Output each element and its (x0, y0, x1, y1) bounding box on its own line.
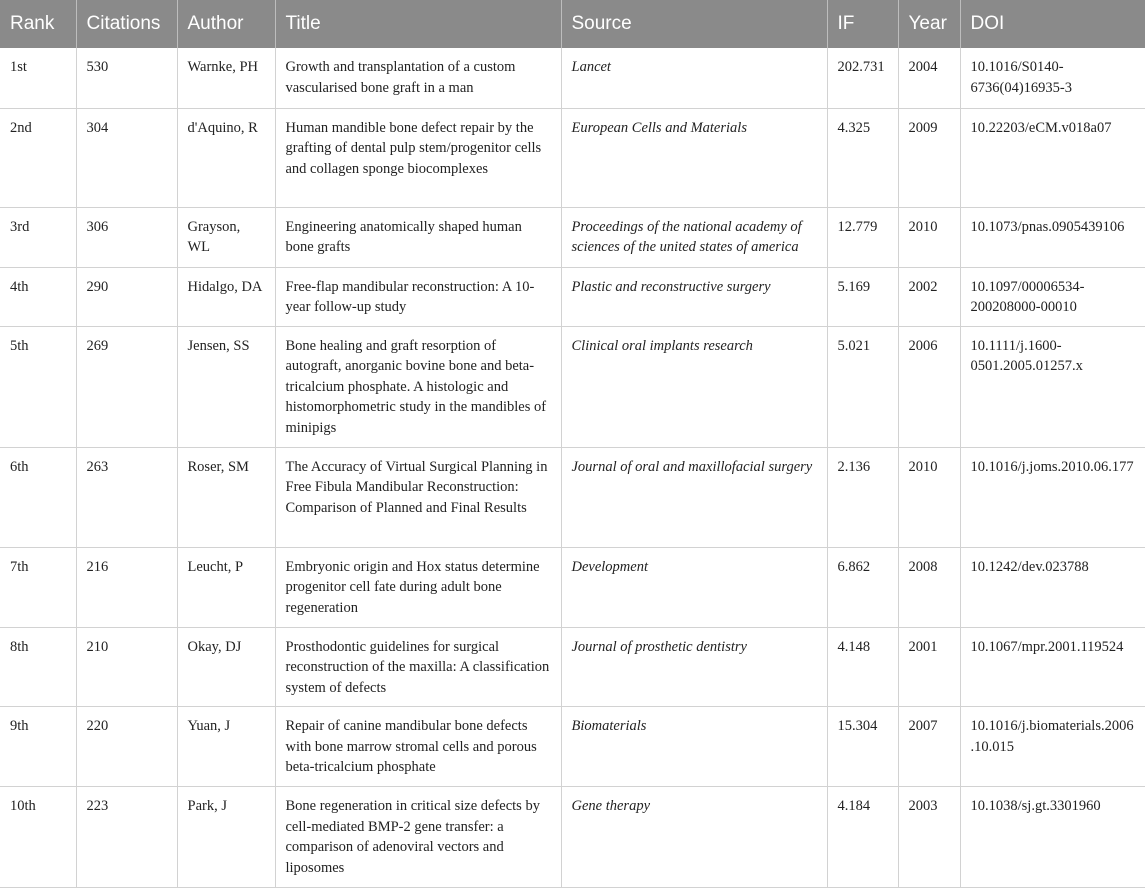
cell-source: European Cells and Materials (561, 108, 827, 207)
cell-if: 202.731 (827, 48, 898, 108)
cell-title: Prosthodontic guidelines for surgical reconstruction of the maxilla: A classification system of defects (275, 627, 561, 707)
cell-title: Engineering anatomically shaped human bone grafts (275, 207, 561, 267)
cell-citations: 210 (76, 627, 177, 707)
header-if: IF (827, 0, 898, 48)
cell-year: 2001 (898, 627, 960, 707)
cell-citations: 269 (76, 326, 177, 447)
cell-year: 2008 (898, 547, 960, 627)
table-row (0, 627, 1145, 707)
cell-title: Embryonic origin and Hox status determine progenitor cell fate during adult bone regeneration (275, 547, 561, 627)
cell-year: 2007 (898, 707, 960, 787)
table-row (0, 447, 1145, 547)
cell-citations: 306 (76, 207, 177, 267)
table-row (0, 326, 1145, 447)
header-title: Title (275, 0, 561, 48)
cell-if: 5.169 (827, 267, 898, 326)
cell-rank: 8th (0, 627, 76, 707)
table-row (0, 108, 1145, 207)
cell-citations: 220 (76, 707, 177, 787)
cell-year: 2009 (898, 108, 960, 207)
cell-title: Bone regeneration in critical size defects by cell-mediated BMP-2 gene transfer: a comparison of adenoviral vectors and liposomes (275, 787, 561, 888)
cell-source: Proceedings of the national academy of sciences of the united states of america (561, 207, 827, 267)
table-row (0, 267, 1145, 326)
header-rank: Rank (0, 0, 76, 48)
cell-author: Roser, SM (177, 447, 275, 547)
cell-author: Hidalgo, DA (177, 267, 275, 326)
cell-if: 5.021 (827, 326, 898, 447)
cell-title: Growth and transplantation of a custom vascularised bone graft in a man (275, 48, 561, 108)
cell-author: Jensen, SS (177, 326, 275, 447)
cell-year: 2002 (898, 267, 960, 326)
header-row (0, 0, 1145, 48)
cell-source: Biomaterials (561, 707, 827, 787)
cell-source: Development (561, 547, 827, 627)
cell-if: 15.304 (827, 707, 898, 787)
cell-citations: 290 (76, 267, 177, 326)
cell-year: 2006 (898, 326, 960, 447)
table-row (0, 48, 1145, 108)
cell-source: Journal of oral and maxillofacial surgery (561, 447, 827, 547)
header-source: Source (561, 0, 827, 48)
cell-rank: 5th (0, 326, 76, 447)
cell-doi: 10.1242/dev.023788 (960, 547, 1145, 627)
cell-rank: 2nd (0, 108, 76, 207)
cell-rank: 9th (0, 707, 76, 787)
cell-source: Plastic and reconstructive surgery (561, 267, 827, 326)
cell-author: Warnke, PH (177, 48, 275, 108)
cell-year: 2004 (898, 48, 960, 108)
cell-rank: 10th (0, 787, 76, 888)
header-year: Year (898, 0, 960, 48)
cell-title: Free-flap mandibular reconstruction: A 10-year follow-up study (275, 267, 561, 326)
cell-doi: 10.1016/j.joms.2010.06.177 (960, 447, 1145, 547)
cell-author: Grayson, WL (177, 207, 275, 267)
cell-title: Bone healing and graft resorption of autograft, anorganic bovine bone and beta-tricalcium phosphate. A histologic and histomorphometric study in the mandibles of minipigs (275, 326, 561, 447)
cell-rank: 6th (0, 447, 76, 547)
cell-if: 4.325 (827, 108, 898, 207)
cell-doi: 10.1067/mpr.2001.119524 (960, 627, 1145, 707)
cell-citations: 216 (76, 547, 177, 627)
header-author: Author (177, 0, 275, 48)
cell-author: d'Aquino, R (177, 108, 275, 207)
cell-author: Leucht, P (177, 547, 275, 627)
cell-doi: 10.1073/pnas.0905439106 (960, 207, 1145, 267)
cell-source: Journal of prosthetic dentistry (561, 627, 827, 707)
cell-title: The Accuracy of Virtual Surgical Planning in Free Fibula Mandibular Reconstruction: Comparison of Planned and Final Results (275, 447, 561, 547)
cell-author: Yuan, J (177, 707, 275, 787)
cell-title: Repair of canine mandibular bone defects with bone marrow stromal cells and porous beta-tricalcium phosphate (275, 707, 561, 787)
cell-doi: 10.1111/j.1600-0501.2005.01257.x (960, 326, 1145, 447)
cell-if: 6.862 (827, 547, 898, 627)
cell-citations: 304 (76, 108, 177, 207)
cell-citations: 263 (76, 447, 177, 547)
cell-year: 2010 (898, 207, 960, 267)
cell-source: Gene therapy (561, 787, 827, 888)
cell-rank: 7th (0, 547, 76, 627)
cell-source: Lancet (561, 48, 827, 108)
cell-doi: 10.1016/j.biomaterials.2006.10.015 (960, 707, 1145, 787)
cell-doi: 10.1016/S0140-6736(04)16935-3 (960, 48, 1145, 108)
cell-if: 4.184 (827, 787, 898, 888)
cell-year: 2010 (898, 447, 960, 547)
cell-if: 2.136 (827, 447, 898, 547)
cell-if: 4.148 (827, 627, 898, 707)
cell-doi: 10.1038/sj.gt.3301960 (960, 787, 1145, 888)
cell-source: Clinical oral implants research (561, 326, 827, 447)
cell-doi: 10.22203/eCM.v018a07 (960, 108, 1145, 207)
cell-author: Okay, DJ (177, 627, 275, 707)
cell-rank: 1st (0, 48, 76, 108)
cell-title: Human mandible bone defect repair by the grafting of dental pulp stem/progenitor cells and collagen sponge biocomplexes (275, 108, 561, 207)
cell-year: 2003 (898, 787, 960, 888)
header-citations: Citations (76, 0, 177, 48)
table-row (0, 547, 1145, 627)
cell-doi: 10.1097/00006534-200208000-00010 (960, 267, 1145, 326)
cell-citations: 223 (76, 787, 177, 888)
cell-citations: 530 (76, 48, 177, 108)
header-doi: DOI (970, 13, 1005, 34)
cell-if: 12.779 (827, 207, 898, 267)
table-row (0, 787, 1145, 888)
table-row (0, 707, 1145, 787)
cell-author: Park, J (177, 787, 275, 888)
table-row (0, 207, 1145, 267)
cell-rank: 4th (0, 267, 76, 326)
cell-rank: 3rd (0, 207, 76, 267)
